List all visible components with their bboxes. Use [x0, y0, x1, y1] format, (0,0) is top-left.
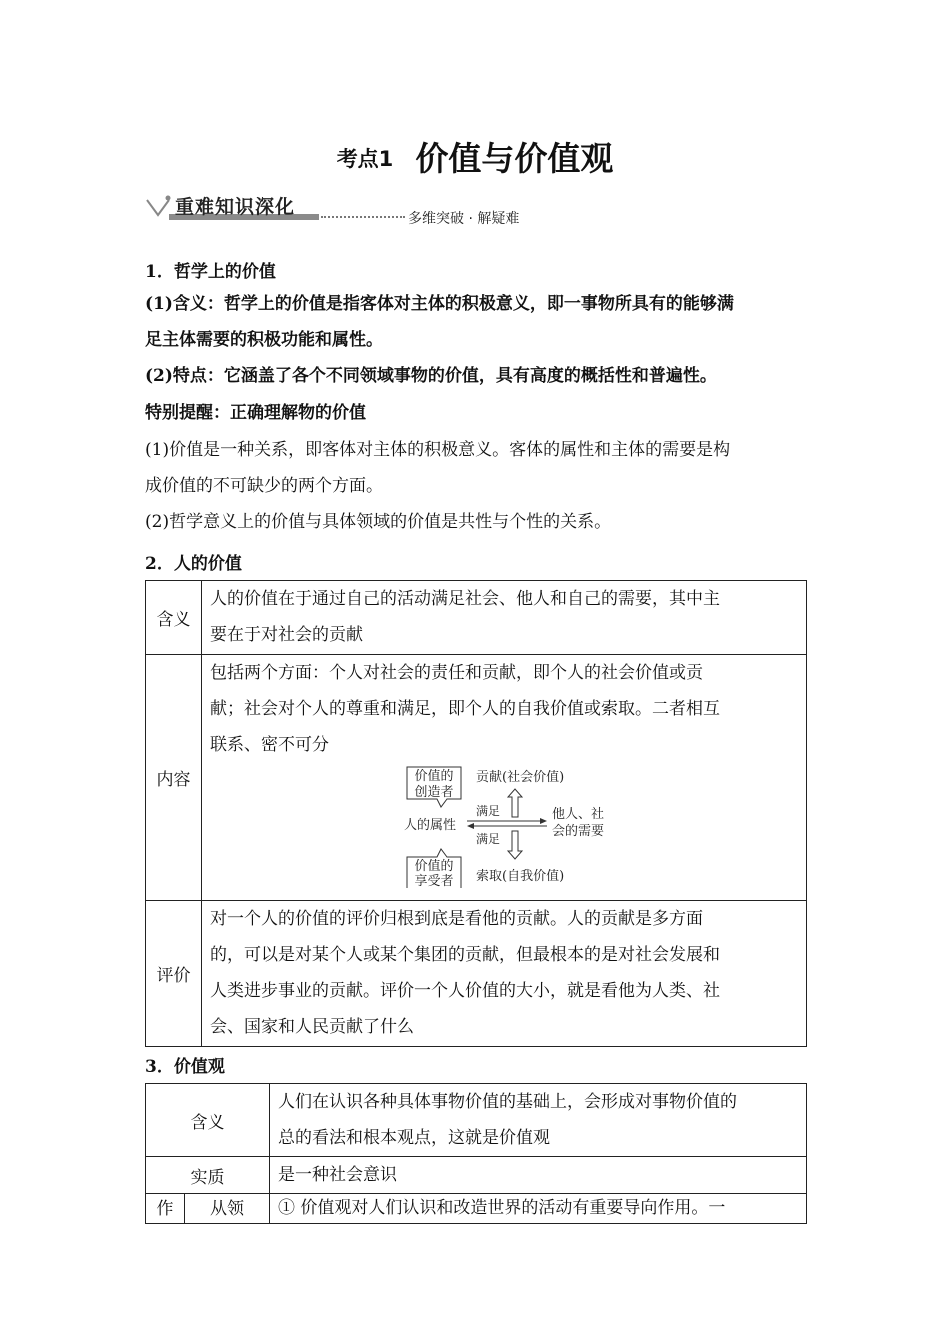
row-content	[202, 655, 807, 901]
title-text: 价值与价值观	[415, 139, 614, 178]
content-line: 会、国家和人民贡献了什么	[210, 1017, 414, 1037]
table-row	[146, 1084, 807, 1157]
content-line: 的，可以是对某个人或某个集团的贡献，但最根本的是对社会发展和	[210, 945, 720, 965]
row-content: ① 价值观对人们认识和改造世界的活动有重要导向作用。一	[270, 1194, 807, 1224]
satisfy-bottom-text: 满足	[476, 832, 501, 846]
row-content	[202, 901, 807, 1047]
row-label: 评价	[146, 901, 202, 1047]
content-line: 总的看法和根本观点，这就是价值观	[278, 1128, 550, 1148]
banner-title: 重难知识深化	[175, 196, 296, 218]
up-arrow-icon	[508, 789, 522, 817]
remind-para-2: (2)哲学意义上的价值与具体领域的价值是共性与个性的关系。	[145, 512, 612, 532]
remind-para-1	[145, 432, 807, 504]
s1-para-1-line: 足主体需要的积极功能和属性。	[145, 330, 383, 350]
value-diagram	[210, 763, 798, 888]
remind-heading: 特别提醒：正确理解物的价值	[145, 403, 366, 423]
row-label: 作	[146, 1194, 185, 1224]
content-line: 人类进步事业的贡献。评价一个人价值的大小，就是看他为人类、社	[210, 981, 720, 1001]
down-arrow-icon	[508, 831, 522, 859]
enjoyer-line-2: 享受者	[414, 874, 454, 888]
contribution-text: 贡献(社会价值)	[476, 770, 565, 785]
table-row	[146, 655, 807, 901]
others-line-2: 会的需要	[552, 824, 605, 839]
demand-text: 索取(自我价值)	[476, 869, 565, 884]
s1-para-2: (2)特点：它涵盖了各个不同领域事物的价值，具有高度的概括性和普遍性。	[145, 366, 717, 386]
section-banner	[145, 190, 545, 230]
banner-dots	[321, 216, 405, 218]
row-label: 含义	[146, 1084, 270, 1157]
enjoyer-line-1: 价值的	[414, 859, 454, 874]
row-label: 含义	[146, 581, 202, 655]
values-table	[145, 1083, 807, 1224]
table-row	[146, 901, 807, 1047]
creator-line-2: 创造者	[414, 785, 454, 800]
content-line: 人们在认识各种具体事物价值的基础上，会形成对事物价值的	[278, 1092, 737, 1112]
satisfy-top-text: 满足	[476, 804, 501, 818]
content-line: 要在于对社会的贡献	[210, 625, 363, 645]
table-row	[146, 1194, 807, 1224]
content-line: 人的价值在于通过自己的活动满足社会、他人和自己的需要，其中主	[210, 589, 720, 609]
kaodian-label: 考点1	[336, 147, 394, 171]
row-label: 实质	[146, 1157, 270, 1194]
s1-para-1	[145, 286, 807, 358]
row-sublabel: 从领	[185, 1194, 270, 1224]
page-title	[0, 133, 950, 180]
banner-subtitle: 多维突破 · 解疑难	[408, 211, 520, 227]
content-line: 联系、密不可分	[210, 735, 329, 755]
table-row	[146, 581, 807, 655]
row-content	[270, 1084, 807, 1157]
remind-para-1-line: 成价值的不可缺少的两个方面。	[145, 476, 383, 496]
row-label: 内容	[146, 655, 202, 901]
content-line: 包括两个方面：个人对社会的责任和贡献，即个人的社会价值或贡	[210, 663, 703, 683]
section-2-heading: 2．人的价值	[145, 554, 242, 574]
others-line-1: 他人、社	[552, 807, 605, 822]
section-3-heading: 3．价值观	[145, 1057, 225, 1077]
remind-para-1-line: (1)价值是一种关系，即客体对主体的积极意义。客体的属性和主体的需要是构	[145, 440, 731, 460]
content-line: 对一个人的价值的评价归根到底是看他的贡献。人的贡献是多方面	[210, 909, 703, 929]
row-content: 是一种社会意识	[270, 1157, 807, 1194]
triangle-icon	[145, 194, 171, 218]
creator-line-1: 价值的	[414, 769, 454, 784]
value-diagram-svg	[210, 763, 850, 888]
table-row	[146, 1157, 807, 1194]
forward-arrowhead	[540, 818, 547, 824]
human-value-table	[145, 580, 807, 1047]
person-attr-text: 人的属性	[404, 818, 457, 833]
s1-para-1-line: (1)含义：哲学上的价值是指客体对主体的积极意义，即一事物所具有的能够满	[145, 294, 734, 314]
section-1-heading: 1．哲学上的价值	[145, 262, 276, 282]
content-line: 献；社会对个人的尊重和满足，即个人的自我价值或索取。二者相互	[210, 699, 720, 719]
backward-arrowhead	[467, 823, 474, 829]
row-content	[202, 581, 807, 655]
